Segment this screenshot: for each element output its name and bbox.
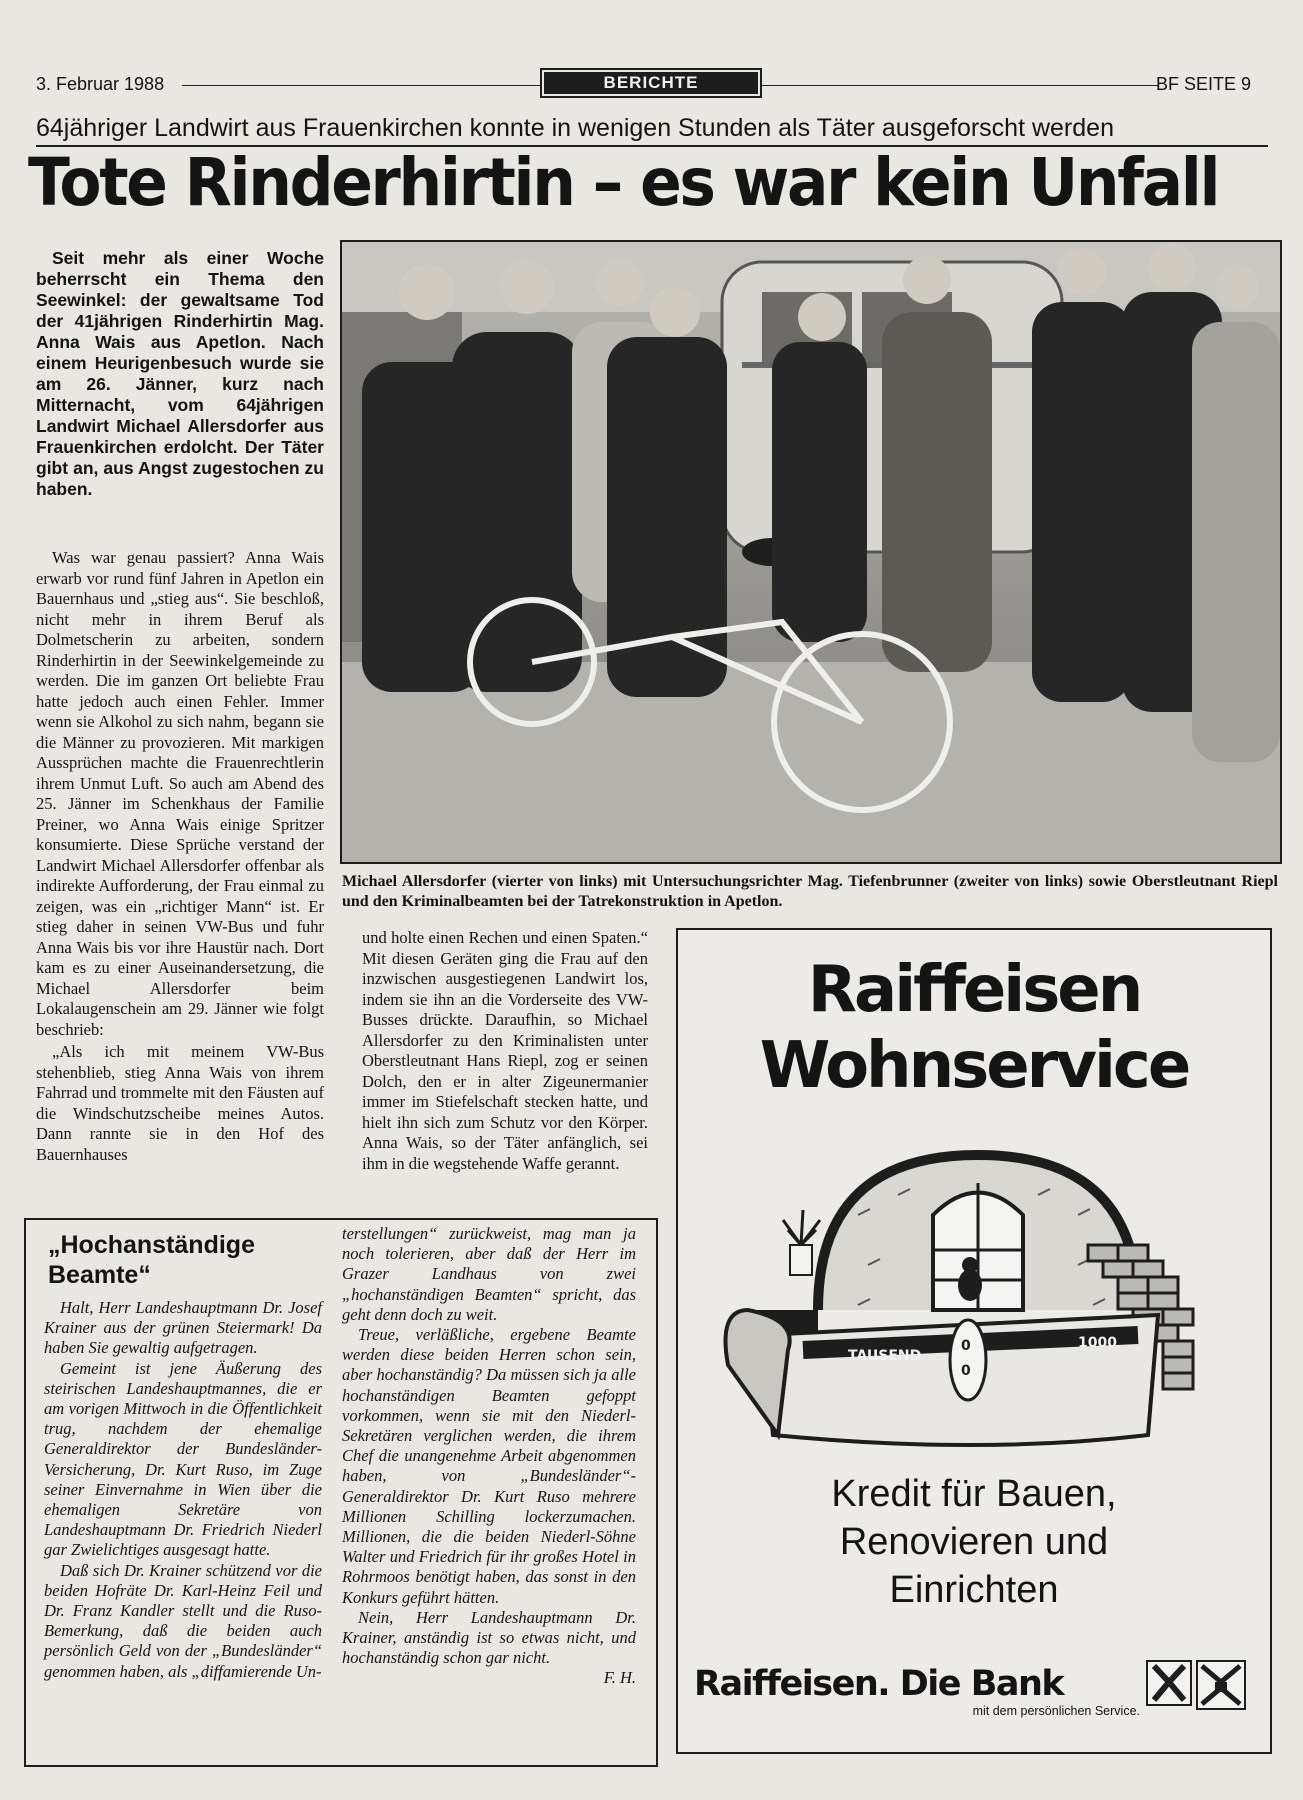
article-lead: Seit mehr als einer Woche beherrscht ein Thema den Seewinkel: der gewaltsame Tod der 41jährigen Rinderhirtin Mag. Anna Wais aus Apetlon. Nach einem Heurigenbesuch wurde sie am 26. Jänner, kurz nach Mitternacht, vom 64jährigen Landwirt Michael Allersdorfer aus Frauenkirchen erdolcht. Der Täter gibt an, aus Angst zugestochen zu haben. xyxy=(36,248,324,499)
ad-subline: Kredit für Bauen, Renovieren und Einrichten xyxy=(831,1473,1117,1611)
svg-text:0: 0 xyxy=(961,1338,971,1354)
commentary-paragraph: Daß sich Dr. Krainer schützend vor die beiden Hofräte Dr. Karl-Heinz Feil und Dr. Franz Kandler stellt und die Ruso-Bemerkung, daß die beiden auch persönlich Geld von der „Bundesländer“ genommen haben, als „diffamierende Un- xyxy=(44,1560,322,1681)
commentary-paragraph: Halt, Herr Landeshauptmann Dr. Josef Krainer aus der grünen Steiermark! Da haben Sie gewaltig aufgetragen. xyxy=(44,1298,322,1358)
section-label: BERICHTE xyxy=(540,68,762,98)
svg-text:0: 0 xyxy=(961,1363,971,1379)
article-paragraph: Was war genau passiert? Anna Wais erwarb vor rund fünf Jahren in Apetlon ein Bauernhaus und „stieg aus“. Sie beschloß, nicht mehr in ihrem Beruf als Dolmetscherin zu arbeiten, sondern Rinderhirtin in der Seewinkelgemeinde zu werden. Die im ganzen Ort beliebte Frau hatte jedoch auch einen Fehler. Immer wenn sie Alkohol zu sich nahm, begann sie die Männer zu provozieren. Mit markigen Aussprüchen machte die Frauenrechtlerin ihrem Unmut Luft. So auch am Abend des 25. Jänner im Schenkhaus der Familie Preiner, wo Anna Wais einige Spritzer konsumierte. Diese Sprüche verstand der Landwirt Michael Allersdorfer offenbar als indirekte Aufforderung, der Frau einmal zu zeigen, was ein „richtiger Mann“ ist. Er stieg daher in seinen VW-Bus und fuhr Anna Wais bis vor ihre Haustür nach. Dort kam es zu einer Auseinandersetzung, die Michael Allersdorfer beim Lokalaugenschein am 29. Jänner wie folgt beschrieb: xyxy=(36,548,324,1039)
article-column-2 xyxy=(362,928,648,1174)
raiffeisen-logo-icon xyxy=(1146,1660,1192,1706)
article-paragraph: „Als ich mit meinem VW-Bus stehenblieb, stieg Anna Wais von ihrem Fahrrad und trommelte mit den Fäusten auf die Windschutzscheibe meines Autos. Dann rannte sie in den Hof des Bauernhauses xyxy=(36,1042,324,1164)
commentary-title: „Hochanständige Beamte“ xyxy=(48,1231,255,1289)
commentary-paragraph: Gemeint ist jene Äußerung des steirischen Landeshauptmannes, die er am vorigen Mittwoch in die Öffentlichkeit trug, nachdem der ehemalige Generaldirektor der Bundesländer-Versicherung, Dr. Kurt Ruso, im Zuge seiner Einvernahme in Wien über die ehemaligen Sekretäre von Landeshauptmann Dr. Friedrich Niederl gar Zwielichtiges ausgesagt hatte. xyxy=(44,1358,322,1560)
page-number: BF SEITE 9 xyxy=(1155,74,1251,94)
article-paragraph: und holte einen Rechen und einen Spaten.“ Mit diesen Geräten ging die Frau auf den inzwischen ausgestiegenen Landwirt los, indem sie ihn an die Vorderseite des VW-Busses drückte. Daraufhin, so Michael Allersdorfer zu den Kriminalisten unter Oberstleutnant Hans Riepl, zog er seinen Dolch, den er in alter Zigeunermanier immer im Stiefelschaft stecken hatte, und hielt ihn sich zum Schutz vor den Körper. Anna Wais, so der Täter anfänglich, sei ihm in die wegstehende Waffe gerannt. xyxy=(362,928,648,1173)
sofa-window-illustration xyxy=(708,1135,1248,1465)
commentary-column-2 xyxy=(342,1224,636,1689)
photo-illustration xyxy=(342,242,1280,862)
news-photo xyxy=(340,240,1282,864)
article-headline: Tote Rinderhirtin – es war kein Unfall xyxy=(28,144,1219,221)
article-column-1 xyxy=(36,548,324,1165)
raiffeisen-house-logo-icon xyxy=(1196,1660,1246,1710)
header-rule-right xyxy=(760,85,1158,86)
illustration-text-right: 1000 xyxy=(1078,1335,1117,1351)
ad-bank-slogan: Raiffeisen. Die Bank xyxy=(694,1664,1064,1704)
header-rule-left xyxy=(182,85,540,86)
commentary-column-1 xyxy=(44,1298,322,1682)
commentary-signature: F. H. xyxy=(603,1668,636,1688)
photo-caption: Michael Allersdorfer (vierter von links) mit Untersuchungsrichter Mag. Tiefenbrunner (zweiter von links) sowie Oberstleutnant Riepl und den Kriminalbeamten bei der Tatrekonstruktion in Apetlon. xyxy=(342,873,1278,910)
issue-date: 3. Februar 1988 xyxy=(36,74,165,94)
commentary-paragraph: Nein, Herr Landeshauptmann Dr. Krainer, anständig ist so etwas nicht, und hochanständig schon gar nicht. xyxy=(342,1607,636,1668)
commentary-paragraph: terstellungen“ zurückweist, mag man ja noch tolerieren, aber daß der Herr im Grazer Landhaus von zwei „hochanständigen Beamten“ spricht, das geht denn doch zu weit. xyxy=(342,1224,636,1324)
article-kicker: 64jähriger Landwirt aus Frauenkirchen konnte in wenigen Stunden als Täter ausgeforscht werden xyxy=(36,114,1268,147)
illustration-text-left: TAUSEND xyxy=(848,1348,922,1364)
commentary-paragraph: Treue, verläßliche, ergebene Beamte werden diese beiden Herren schon sein, aber hochanständig? Da müssen sich ja alle hochanständigen Beamten gefoppt vorkommen, wenn sie mit den Niederl-Sekretären verglichen werden, die ihrem Chef die unangenehme Arbeit abgenommen haben, von „Bundesländer“-Generaldirektor Dr. Kurt Ruso mehrere Millionen Schilling lockerzumachen. Millionen, die die beiden Niederl-Söhne Walter und Friedrich für ihr großes Hotel in Rohrmoos benötigt haben, das sonst in den Konkurs geführt hätten. xyxy=(342,1325,636,1607)
ad-brand-title: Raiffeisen Wohnservice xyxy=(759,953,1189,1103)
ad-service-line: mit dem persönlichen Service. xyxy=(972,1704,1140,1718)
